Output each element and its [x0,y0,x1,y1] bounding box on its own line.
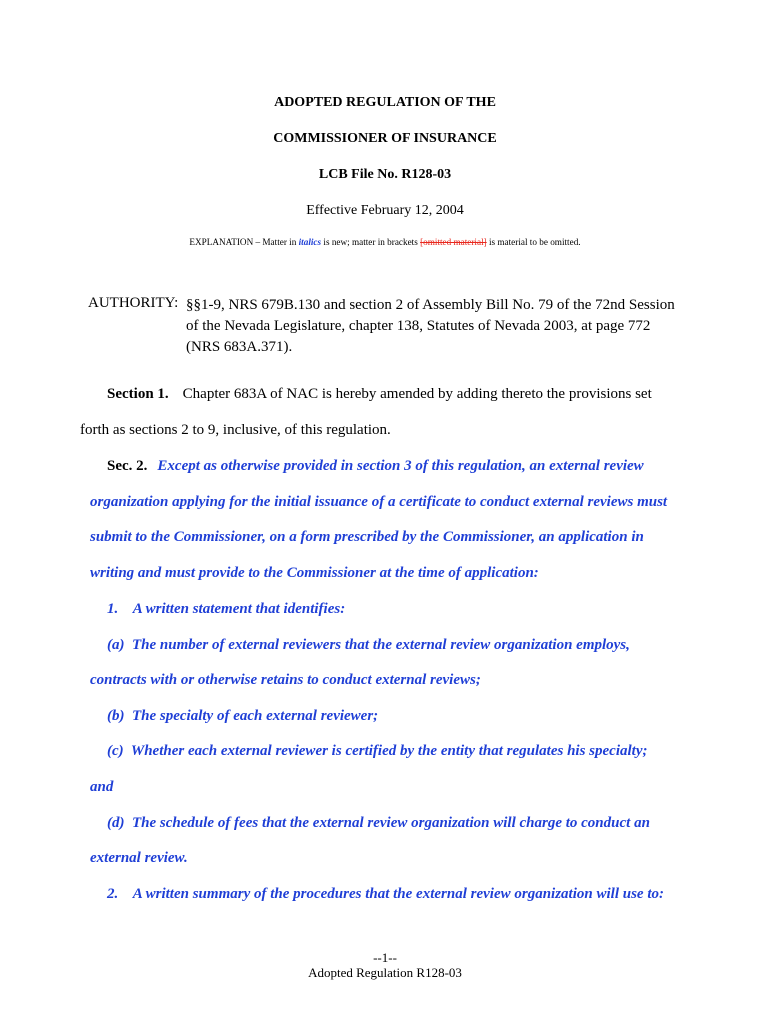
authority-line-1: §§1-9, NRS 679B.130 and section 2 of Assembly Bill No. 79 of the 72nd Session [186,297,675,313]
explanation-note [0,237,770,247]
title-line-1: ADOPTED REGULATION OF THE [274,95,496,110]
file-number: LCB File No. R128-03 [318,167,452,182]
explanation-omitted-word: [omitted material] [420,237,487,247]
section-2-line-2: organization applying for the initial issuance of a certificate to conduct external reviews must [90,494,668,510]
explanation-italics-word: italics [298,237,322,247]
section-2-item-1: 1. A written statement that identifies: [107,601,346,617]
authority-text [186,295,746,358]
section-2-item-1c-line-2: and [90,779,114,795]
section-2-item-1d-line-1: (d) The schedule of fees that the external review organization will charge to conduct an [107,815,650,831]
section-2-label: Sec. 2. [107,458,148,474]
section-1-label: Section 1. [107,386,169,402]
authority-line-2: of the Nevada Legislature, chapter 138, Statutes of Nevada 2003, at page 772 [186,318,651,334]
section-2-item-1d-line-2: external review. [90,850,188,866]
page-number: --1-- [373,950,397,965]
section-2-item-1a-line-1: (a) The number of external reviewers that the external review organization employs, [107,637,630,653]
explanation-suffix: is material to be omitted. [486,237,581,247]
section-1-text-1: Chapter 683A of NAC is hereby amended by adding thereto the provisions set [182,386,652,402]
section-2-item-1b: (b) The specialty of each external reviewer; [107,708,379,724]
section-2-item-2: 2. A written summary of the procedures that the external review organization will use to: [107,886,664,902]
authority-label: AUTHORITY: [88,295,179,311]
explanation-prefix: EXPLANATION – Matter in [189,237,299,247]
section-2-first-line [107,458,644,475]
section-1-second-line: forth as sections 2 to 9, inclusive, of this regulation. [80,422,391,438]
section-2-line-3: submit to the Commissioner, on a form prescribed by the Commissioner, an application in [90,529,644,545]
section-2-text-1: Except as otherwise provided in section 3 of this regulation, an external review [157,458,644,474]
title-line-2: COMMISSIONER OF INSURANCE [273,131,497,146]
section-2-line-4: writing and must provide to the Commissioner at the time of application: [90,565,539,581]
section-2-item-1c-line-1: (c) Whether each external reviewer is certified by the entity that regulates his specialty; [107,743,648,759]
section-1-first-line [107,386,652,403]
authority-line-3: (NRS 683A.371). [186,339,293,355]
footer-title: Adopted Regulation R128-03 [308,965,462,980]
explanation-middle: is new; matter in brackets [321,237,421,247]
effective-date: Effective February 12, 2004 [306,203,464,218]
section-2-item-1a-line-2: contracts with or otherwise retains to conduct external reviews; [90,672,481,688]
